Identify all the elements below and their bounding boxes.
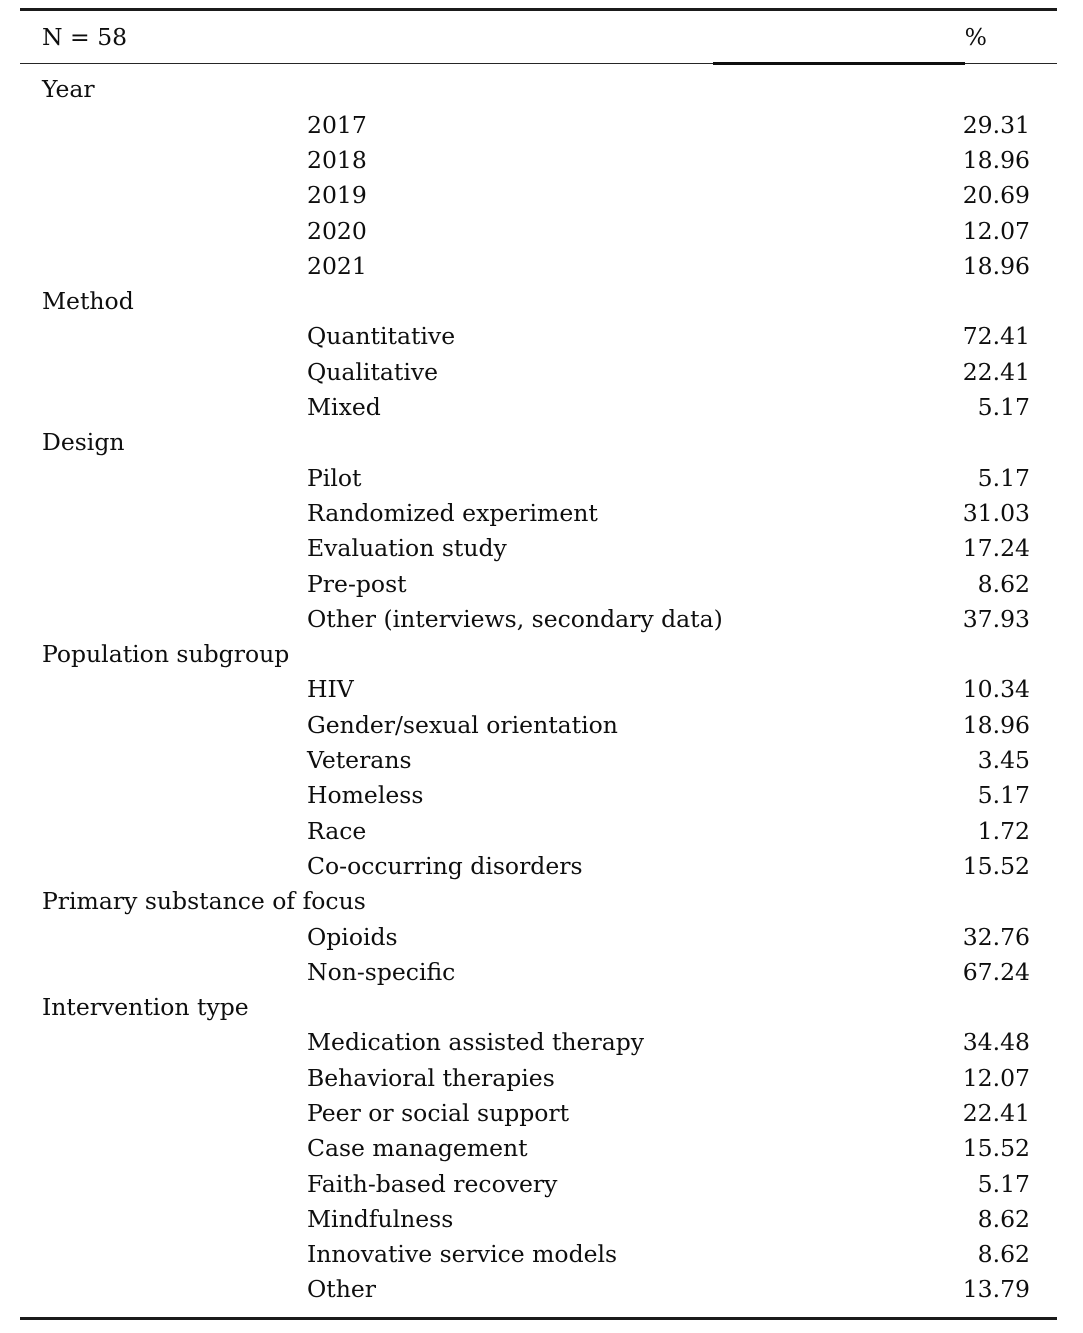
table-row-qualitative (20, 355, 1057, 390)
table-header-row (20, 11, 1057, 63)
row-label: 2019 (307, 181, 367, 210)
section-row-intervention-type (20, 990, 1057, 1025)
table-row-veterans (20, 743, 1057, 778)
section-label: Design (42, 428, 125, 457)
row-label: Randomized experiment (307, 498, 598, 527)
table-row-2017 (20, 108, 1057, 143)
row-percent-value: 67.24 (962, 957, 1030, 986)
table-row-2021 (20, 249, 1057, 284)
row-label: HIV (307, 675, 354, 704)
row-percent-value: 31.03 (962, 498, 1030, 527)
table-row-2018 (20, 143, 1057, 178)
row-percent-value: 5.17 (977, 393, 1030, 422)
row-percent-value: 1.72 (977, 816, 1030, 845)
row-percent-value: 18.96 (962, 710, 1030, 739)
section-row-year (20, 72, 1057, 107)
table-row-evaluation-study (20, 531, 1057, 566)
table-row-other (20, 1272, 1057, 1307)
section-label: Primary substance of focus (42, 887, 366, 916)
section-row-population-subgroup (20, 637, 1057, 672)
row-percent-value: 15.52 (962, 851, 1030, 880)
row-label: Behavioral therapies (307, 1063, 555, 1092)
table-row-innovative-service-models (20, 1237, 1057, 1272)
percent-column-header: % (964, 22, 987, 51)
section-label: Method (42, 287, 134, 316)
row-label: Mixed (307, 393, 381, 422)
row-label: Qualitative (307, 357, 439, 386)
row-percent-value: 8.62 (977, 1204, 1030, 1233)
table-row-behavioral-therapies (20, 1061, 1057, 1096)
table-row-mindfulness (20, 1202, 1057, 1237)
table-row-2019 (20, 178, 1057, 213)
section-label: Population subgroup (42, 640, 290, 669)
row-label: Opioids (307, 922, 398, 951)
row-percent-value: 8.62 (977, 569, 1030, 598)
row-label: 2017 (307, 110, 367, 139)
table-row-pre-post (20, 567, 1057, 602)
row-label: Quantitative (307, 322, 456, 351)
row-label: Case management (307, 1134, 528, 1163)
header-separator-thick-segment (713, 62, 965, 65)
row-percent-value: 5.17 (977, 1169, 1030, 1198)
row-label: 2020 (307, 216, 367, 245)
table-row-faith-based-recovery (20, 1167, 1057, 1202)
table-row-race (20, 814, 1057, 849)
row-label: Race (307, 816, 367, 845)
row-label: Gender/sexual orientation (307, 710, 618, 739)
table-row-pilot (20, 461, 1057, 496)
header-separator-rule (20, 63, 1057, 65)
row-percent-value: 22.41 (962, 1099, 1030, 1127)
sample-size-header: N = 58 (42, 22, 128, 51)
row-percent-value: 3.45 (977, 746, 1030, 775)
row-percent-value: 18.96 (962, 251, 1030, 280)
table-row-co-occurring-disorders (20, 849, 1057, 884)
row-percent-value: 34.48 (962, 1028, 1030, 1057)
row-label: Pilot (307, 463, 362, 492)
row-percent-value: 12.07 (962, 1063, 1030, 1092)
row-label: Veterans (307, 746, 412, 775)
statistics-table (20, 8, 1057, 1320)
table-row-quantitative (20, 319, 1057, 354)
section-row-design (20, 425, 1057, 460)
row-label: Medication assisted therapy (307, 1028, 645, 1057)
row-label: Non-specific (307, 957, 456, 986)
table-row-randomized-experiment (20, 496, 1057, 531)
row-percent-value: 8.62 (977, 1240, 1030, 1269)
row-percent-value: 10.34 (962, 675, 1030, 704)
table-bottom-rule (20, 1317, 1057, 1320)
table-row-medication-assisted-therapy (20, 1025, 1057, 1060)
row-label: Other (interviews, secondary data) (307, 604, 723, 633)
row-percent-value: 20.69 (962, 181, 1030, 210)
table-row-hiv (20, 672, 1057, 707)
table-row-other-interviews-secondary-data (20, 602, 1057, 637)
row-label: Peer or social support (307, 1099, 570, 1127)
row-percent-value: 5.17 (977, 781, 1030, 810)
section-label: Intervention type (42, 993, 249, 1022)
row-percent-value: 72.41 (962, 322, 1030, 351)
row-percent-value: 37.93 (962, 604, 1030, 633)
table-row-non-specific (20, 955, 1057, 990)
table-row-case-management (20, 1131, 1057, 1166)
row-percent-value: 12.07 (962, 216, 1030, 245)
row-label: 2018 (307, 145, 367, 174)
table-row-homeless (20, 778, 1057, 813)
row-percent-value: 17.24 (962, 534, 1030, 563)
table-row-gender-sexual-orientation (20, 708, 1057, 743)
table-row-peer-or-social-support (20, 1096, 1057, 1131)
row-label: Evaluation study (307, 534, 507, 563)
row-percent-value: 29.31 (962, 110, 1030, 139)
row-percent-value: 22.41 (962, 357, 1030, 386)
row-label: Co-occurring disorders (307, 851, 583, 880)
row-label: Pre-post (307, 569, 407, 598)
row-label: Innovative service models (307, 1240, 618, 1269)
row-percent-value: 18.96 (962, 145, 1030, 174)
row-label: Homeless (307, 781, 424, 810)
section-row-method (20, 284, 1057, 319)
table-row-2020 (20, 214, 1057, 249)
section-label: Year (42, 75, 95, 104)
row-label: Mindfulness (307, 1204, 454, 1233)
table-body (20, 64, 1057, 1316)
row-label: 2021 (307, 251, 367, 280)
table-row-mixed (20, 390, 1057, 425)
row-label: Faith-based recovery (307, 1169, 558, 1198)
row-percent-value: 5.17 (977, 463, 1030, 492)
row-percent-value: 13.79 (962, 1275, 1030, 1304)
row-label: Other (307, 1275, 376, 1304)
table-row-opioids (20, 920, 1057, 955)
section-row-primary-substance-of-focus (20, 884, 1057, 919)
row-percent-value: 15.52 (962, 1134, 1030, 1163)
row-percent-value: 32.76 (962, 922, 1030, 951)
